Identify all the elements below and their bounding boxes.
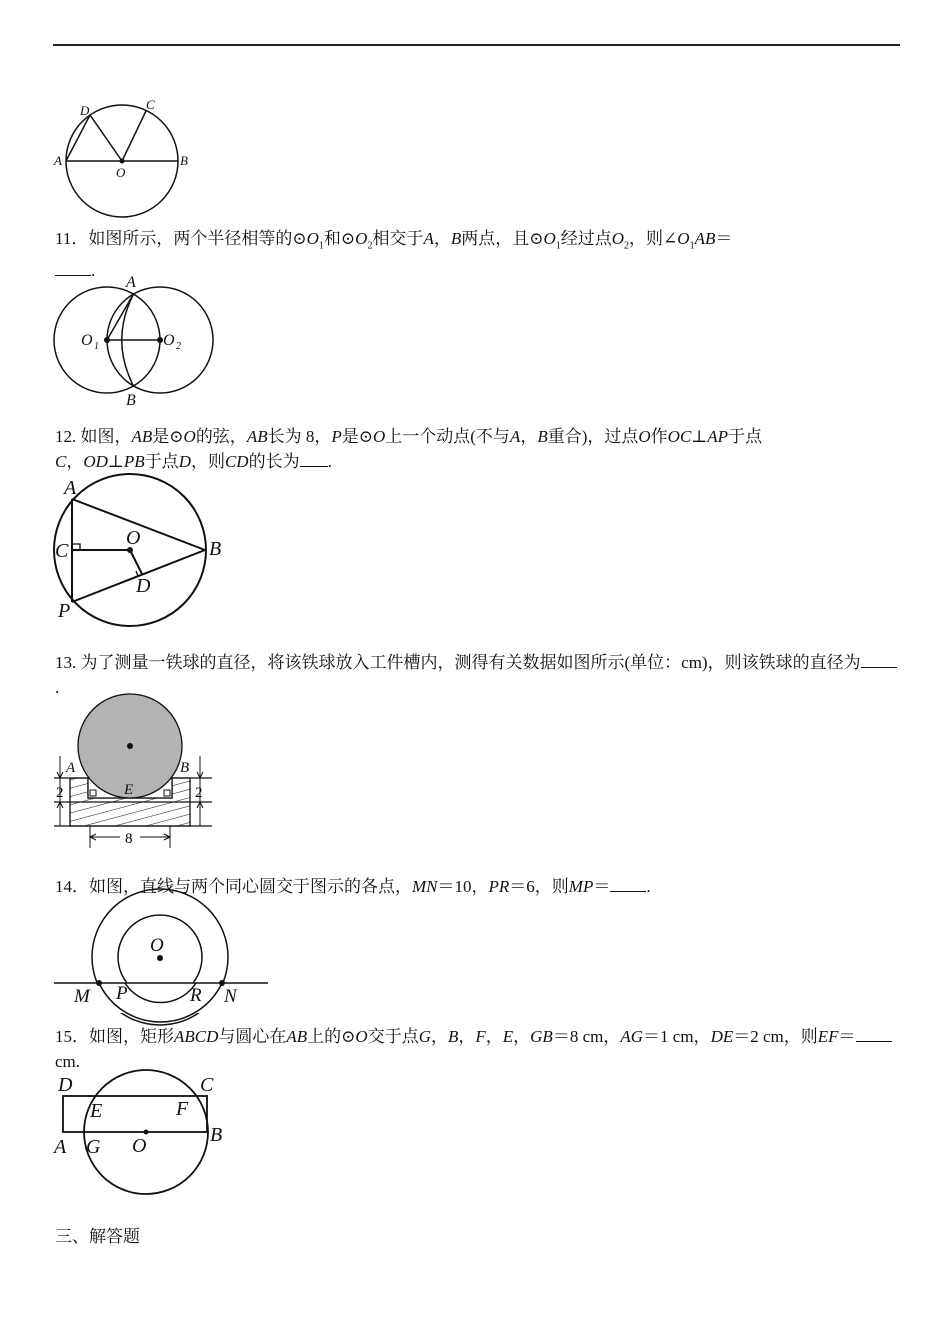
label-O: O: [126, 527, 141, 549]
question-13: 13. 为了测量一铁球的直径，将该铁球放入工件槽内，测得有关数据如图所示(单位：cm)，则该铁球的直径为.: [55, 650, 900, 700]
question-15: 15．如图，矩形ABCD与圆心在AB上的⊙O交于点G，B，F，E，GB＝8 cm，AG＝1 cm，DE＝2 cm，则EF＝cm.: [55, 1024, 900, 1074]
answer-blank: [610, 874, 646, 892]
label-C: C: [200, 1074, 214, 1096]
label-A: A: [66, 760, 76, 776]
label-G: G: [86, 1136, 101, 1158]
figure-q11: [50, 270, 220, 410]
section-title: 三、解答题: [55, 1227, 140, 1246]
label-A: A: [54, 1136, 67, 1158]
label-O: O: [150, 935, 164, 956]
dimension-width-8: 8: [125, 831, 133, 847]
label-F: F: [176, 1098, 189, 1120]
label-B: B: [180, 760, 190, 776]
question-12: 12. 如图，AB是⊙O的弦，AB长为 8，P是⊙O上一个动点(不与A，B重合)，过点O作OC⊥AP于点 C，OD⊥PB于点D，则CD的长为 .: [55, 427, 763, 471]
dimension-left-2: 2: [56, 785, 64, 801]
label-O: O: [116, 165, 126, 180]
question-14: 14．如图，直线与两个同心圆交于图示的各点，MN＝10，PR＝6，则MP＝ .: [55, 874, 900, 899]
answer-blank: [300, 449, 328, 467]
dimension-right-2: 2: [195, 785, 203, 801]
label-N: N: [224, 986, 237, 1007]
label-E: E: [124, 782, 134, 798]
label-A: A: [54, 153, 62, 168]
label-B: B: [210, 1124, 223, 1146]
label-R: R: [190, 985, 202, 1006]
label-P: P: [58, 600, 71, 622]
label-D: D: [58, 1074, 73, 1096]
question-11: 11．如图所示，两个半径相等的$⊙O_1$和$⊙O_2$相交于A，B两点，且$⊙O_1$经过点$O_2$，则$\angle O_1AB=$ .: [55, 229, 733, 281]
label-O1: O: [81, 332, 93, 349]
label-O1-sub: 1: [94, 341, 99, 352]
figure-q14: [50, 902, 275, 1007]
label-C: C: [55, 540, 69, 562]
figure-q15: [50, 1070, 240, 1202]
figure-q13: [50, 694, 215, 854]
label-E: E: [90, 1100, 103, 1122]
label-M: M: [74, 986, 90, 1007]
label-A: A: [64, 477, 77, 499]
answer-blank: [861, 650, 897, 668]
label-B: B: [126, 392, 136, 409]
label-C: C: [146, 97, 155, 112]
answer-blank: [856, 1024, 892, 1042]
label-P: P: [116, 983, 128, 1004]
label-D: D: [136, 575, 151, 597]
label-O2-sub: 2: [176, 341, 181, 352]
label-B: B: [209, 538, 222, 560]
label-D: D: [80, 103, 90, 118]
label-O: O: [132, 1135, 147, 1157]
label-A: A: [126, 274, 136, 291]
label-B: B: [180, 153, 188, 168]
figure-q10: [50, 95, 200, 220]
label-O2: O: [163, 332, 175, 349]
header-rule: [53, 44, 900, 46]
figure-q12: [50, 474, 240, 624]
